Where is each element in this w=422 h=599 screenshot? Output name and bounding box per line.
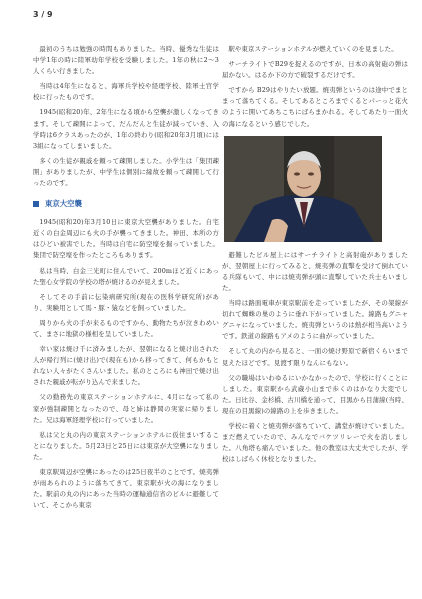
paragraph: ですから B29はやりたい放題。焼夷弾というのは途中でまとまって落ちてくる。そしてあるところまでくるとパーっと花火のように開いてあちこちにばらまかれる。そしてあたり一面火の海になるという感じでした。 [222,86,408,128]
portrait-illustration [224,136,382,242]
left-column [33,44,219,515]
paragraph: 私は当時、白金三光町に住んでいて、200mほど近くにあった聖心女学院の学校の塔が焼けるのが見えました。 [33,266,219,286]
paragraph: サーチライトでB29を捉えるのですが、日本の高射砲の弾は届かない。はるか下の方で破裂するだけです。 [222,60,408,80]
paragraph: 東京駅周辺が空襲にあったのは25日夜半のことです。焼夷弾が雨あられのように落ちてきて、東京駅が火の海になりました。駅前の丸の内にあった当時の運輸通信省のビルに避難していて、そこから東京 [33,468,219,510]
photo-caption: 避難したビル屋上にはサーチライトと高射砲がありましたが、翌朝屋上に行ってみると、焼夷弾の直撃を受けて倒れている兵隊もいて、中には焼夷弾が頭に直撃していた兵士もいました。 [222,250,408,292]
right-column [222,44,408,469]
paragraph: 1945(昭和20)年3月10日に東京大空襲がありました。自宅近くの白金周辺にも火の手が襲ってきました。神田、本所の方はひどい被害でした。当時は自宅に防空壕を掘っていました。集団で防空壕を作ったところもあります。 [33,218,219,260]
interviewee-photo [224,136,382,242]
paragraph: 当時は4年生になると、海軍兵学校や経理学校、陸軍士官学校に行ったものです。 [33,82,219,102]
paragraph: 周りから火の手が来るものですから、動物たちが泣きわめいて、まさに地獄の様相を呈していました。 [33,318,219,338]
page-number: 3 / 9 [33,10,53,19]
paragraph: 学校に着くと焼夷弾が落ちていて、講堂が焼けていました。まだ燃えていたので、みんなでバケツリレーで火を消しました。八角塔も痛んでいました。他の教室は大丈夫でしたが、学校はしばらく休校となりました。 [222,421,408,464]
paragraph: 父の勤務先の東京ステーションホテルに、4月になって私の家が強制疎開となったので、母と姉は静岡の実家に帰りました。兄は海軍経理学校に行っていました。 [33,393,219,424]
paragraph: そしてその手前に伝染病研究所(現在の医科学研究所)があり、実験用として馬・豚・猿などを飼っていました。 [33,292,219,312]
paragraph: 父の職場はいわゆるにいかなかったので、学校に行くことにしました。東京駅から武蔵小山まで歩くのはかなり大変でした。日比谷、金杉橋、古川橋を通って、目黒から目蒲線(当時、現在の目黒線)の線路の上を歩きました。 [222,373,408,415]
section-heading [33,198,219,209]
paragraph: 当時は路面電車が東京駅前を走っていましたが、その架線が切れて蜘蛛の巣のように垂れ下がっていました。線路もグニャグニャになっていました。焼夷弾というのは熱が相当高いようです。鉄道の線路もアメのように曲がっていました。 [222,299,408,341]
paragraph: 駅や東京ステーションホテルが燃えていくのを見ました。 [228,45,398,53]
paragraph: 私は父と丸の内の東京ステーションホテルに仮住まいすることになりました。5月23日と25日には東京が大空襲になりました。 [33,430,219,461]
paragraph: そして丸の内から見ると、一面の焼け野原で新宿くらいまで見えたほどです。見渡す限りなんにもない。 [222,347,408,367]
paragraph: 幸い家は焼け千に済みましたが、翌朝になると焼け出された人が帰行列に(焼け出)で(現在も)から移ってきて、何もかもとれない人々がたくさんいました。私のところにも神田で焼け出された親戚が転がり込んで来ました。 [33,345,219,387]
paragraph: 多くの生徒が親戚を頼って疎開しました。小学生は「集団疎開」がありましたが、中学生は個別に縁故を頼って疎開して行ったのです。 [33,156,219,188]
square-bullet-icon [33,201,39,207]
paragraph: 1945(昭和20)年、2年生になる頃から空襲が激しくなってきます。そして疎開によって、だんだんと生徒が減っていき、入学時は6クラスあったのが、1年の終わり(昭和20年3月頃)には3組になってしまいました。 [33,108,219,150]
paragraph: 最初のうちは勉強の時間もありました。当時、優秀な生徒は中学1年の時に陸軍幼年学校を受験しました。1年の秋に2～3人くらい行きました。 [33,45,219,76]
section-heading-text: 東京大空襲 [45,199,82,209]
